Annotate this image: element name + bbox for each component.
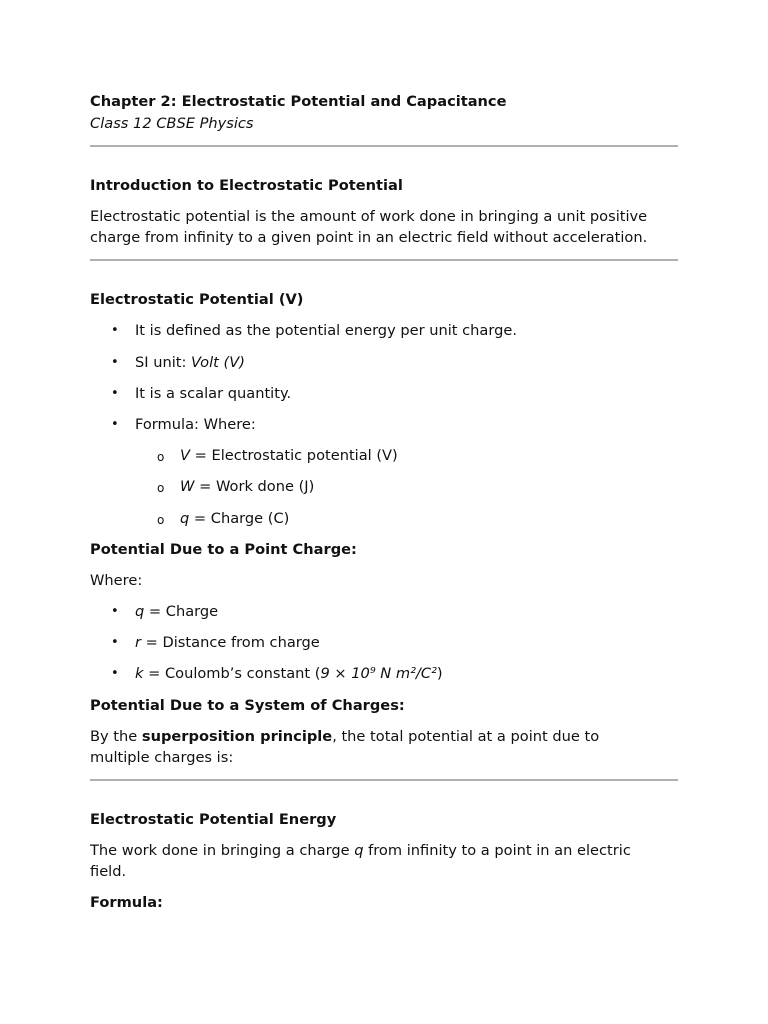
list-item: Formula: Where:	[135, 416, 256, 433]
divider	[90, 259, 678, 261]
variable: k	[135, 665, 144, 682]
section-heading-energy: Electrostatic Potential Energy	[90, 811, 337, 828]
sub-bullet-icon: o	[157, 513, 165, 527]
closing-paren: )	[436, 665, 443, 682]
energy-paragraph-line1	[90, 842, 631, 859]
variable-definition: = Electrostatic potential (V)	[189, 447, 398, 464]
variable-definition: = Coulomb’s constant (	[143, 665, 321, 682]
list-item-label: SI unit:	[135, 354, 192, 371]
bullet-icon: •	[111, 355, 119, 370]
bullet-icon: •	[111, 635, 119, 650]
variable: q	[135, 603, 145, 620]
system-paragraph-line1	[90, 728, 599, 745]
list-item: It is defined as the potential energy per unit charge.	[135, 322, 517, 339]
list-item	[135, 354, 245, 371]
variable: q	[180, 510, 190, 527]
text: The work done in bringing a charge	[90, 842, 355, 859]
where-label: Where:	[90, 572, 143, 589]
variable-definition: = Distance from charge	[141, 634, 320, 651]
variable-definition: = Charge	[144, 603, 219, 620]
divider	[90, 145, 678, 147]
variable-definition: = Work done (J)	[194, 478, 315, 495]
sub-list-item	[180, 478, 314, 495]
sub-list-item	[180, 447, 398, 464]
variable: W	[180, 478, 195, 495]
variable-definition: = Charge (C)	[189, 510, 290, 527]
divider	[90, 779, 678, 781]
section-heading-point-charge: Potential Due to a Point Charge:	[90, 541, 357, 558]
formula-label: Formula:	[90, 894, 163, 911]
variable: V	[180, 447, 190, 464]
document-subtitle: Class 12 CBSE Physics	[90, 115, 254, 132]
emphasis: superposition principle	[141, 728, 333, 745]
variable: q	[354, 842, 364, 859]
list-item: It is a scalar quantity.	[135, 385, 292, 402]
list-item	[135, 665, 443, 682]
section-heading-intro: Introduction to Electrostatic Potential	[90, 177, 403, 194]
si-unit-value: Volt (V)	[191, 354, 245, 371]
intro-paragraph: Electrostatic potential is the amount of work done in bringing a unit positive charge from infinity to a given point in an electric field without acceleration.	[90, 208, 648, 246]
bullet-icon: •	[111, 323, 119, 338]
text: from infinity to a point in an electric	[363, 842, 631, 859]
sub-bullet-icon: o	[157, 481, 165, 495]
energy-paragraph-line2: field.	[90, 863, 127, 880]
system-paragraph-line2: multiple charges is:	[90, 749, 234, 766]
section-heading-potential: Electrostatic Potential (V)	[90, 291, 304, 308]
section-heading-system: Potential Due to a System of Charges:	[90, 697, 405, 714]
text: , the total potential at a point due to	[332, 728, 600, 745]
list-item	[135, 634, 320, 651]
sub-list-item	[180, 510, 289, 527]
document-title: Chapter 2: Electrostatic Potential and Capacitance	[90, 93, 507, 110]
constant-value: 9 × 10⁹ N m²/C²	[320, 665, 437, 682]
text: By the	[90, 728, 142, 745]
bullet-icon: •	[111, 417, 119, 432]
list-item	[135, 603, 218, 620]
bullet-icon: •	[111, 666, 119, 681]
variable: r	[135, 634, 141, 651]
bullet-icon: •	[111, 386, 119, 401]
sub-bullet-icon: o	[157, 450, 165, 464]
bullet-icon: •	[111, 604, 119, 619]
